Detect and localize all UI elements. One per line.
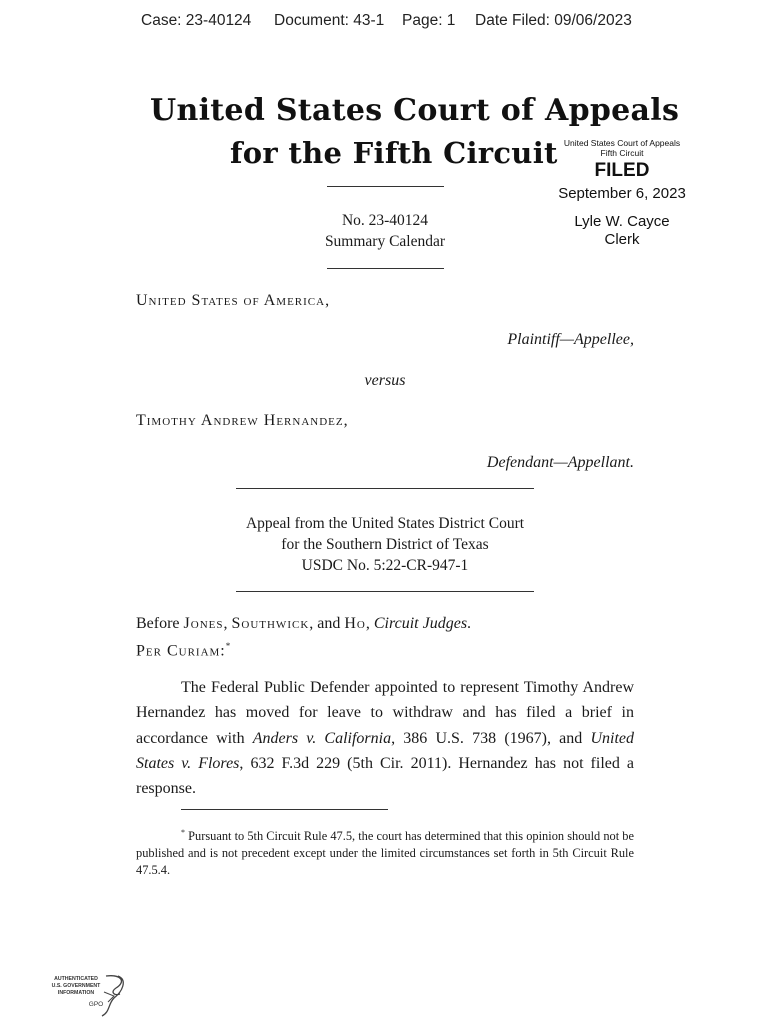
filed-stamp — [548, 138, 696, 249]
logo-gpo-mark: GPO — [88, 1001, 104, 1008]
panel-line — [136, 615, 471, 633]
body-text-2: , 386 U.S. 738 (1967), and — [391, 729, 591, 747]
defendant-name: Timothy Andrew Hernandez, — [136, 412, 349, 429]
opinion-body — [136, 675, 634, 801]
header-document-number: Document: 43-1 — [274, 12, 385, 29]
document-header — [0, 12, 770, 36]
stamp-filed-date: September 6, 2023 — [558, 185, 686, 202]
circuit-judges-label: Circuit Judges — [373, 615, 468, 632]
case-calendar: Summary Calendar — [324, 233, 446, 250]
title-divider — [327, 186, 444, 187]
footnote-reference: * — [225, 641, 232, 651]
versus-label: versus — [364, 372, 406, 389]
plaintiff-name: United States of America, — [136, 292, 331, 309]
logo-line-2: U.S. GOVERNMENT — [51, 983, 101, 989]
footnote-text: Pursuant to 5th Circuit Rule 47.5, the court has determined that this opinion should not be published and is not precedent except under the limited circumstances set forth in 5th Circuit Rule 47.5.4. — [136, 829, 634, 878]
header-date-filed: Date Filed: 09/06/2023 — [475, 12, 632, 29]
judge-jones: Jones — [183, 615, 224, 632]
appeal-line-1: Appeal from the United States District Court — [245, 515, 525, 532]
defendant-role: Defendant—Appellant. — [486, 454, 634, 471]
plaintiff-role: Plaintiff—Appellee, — [507, 331, 634, 348]
court-title-line2: for the Fifth Circuit — [230, 136, 558, 170]
logo-line-1: AUTHENTICATED — [54, 976, 98, 982]
footnote — [136, 824, 634, 879]
appeal-divider — [236, 591, 534, 592]
stamp-clerk-name: Lyle W. Cayce — [574, 213, 670, 230]
panel-end: . — [467, 615, 472, 632]
logo-line-3: INFORMATION — [57, 990, 95, 996]
appeal-line-2: for the Southern District of Texas — [281, 536, 489, 553]
opinion-paragraph — [136, 675, 634, 801]
footnote-divider — [181, 809, 388, 810]
judge-ho: Ho — [344, 615, 366, 632]
panel-sep-1: , — [223, 615, 232, 632]
stamp-filed-label: FILED — [594, 160, 650, 181]
stamp-clerk-title: Clerk — [604, 231, 640, 248]
court-title-line1: United States Court of Appeals — [150, 93, 680, 128]
judge-southwick: Southwick — [231, 615, 310, 632]
panel-before: Before — [136, 615, 184, 632]
header-case-number: Case: 23-40124 — [141, 12, 252, 29]
appeal-block — [185, 513, 585, 576]
panel-sep-2: , and — [309, 615, 345, 632]
case-number-block — [285, 210, 485, 252]
panel-sep-3: , — [365, 615, 374, 632]
stamp-court-name: United States Court of Appeals — [563, 138, 681, 148]
case-divider — [327, 268, 444, 269]
footnote-mark: * — [181, 828, 185, 837]
per-curiam — [136, 641, 231, 660]
case-citation-anders: Anders v. California — [252, 729, 392, 747]
case-citation-flores: United States v. Flores — [136, 729, 635, 772]
body-text-1: The Federal Public Defender appointed to represent Timothy Andrew Hernandez has moved for leave to withdraw and has filed a brief in accordance with — [136, 679, 634, 747]
header-page-number: Page: 1 — [402, 12, 456, 29]
parties-divider — [236, 488, 534, 489]
footnote-text-block — [136, 824, 634, 879]
body-text-3: , 632 F.3d 229 (5th Cir. 2011). Hernandez has not filed a response. — [136, 754, 635, 798]
per-curiam-label: Per Curiam: — [136, 642, 226, 660]
case-number: No. 23-40124 — [341, 212, 429, 229]
appeal-line-3: USDC No. 5:22-CR-947-1 — [301, 557, 469, 574]
stamp-circuit-name: Fifth Circuit — [600, 148, 644, 158]
gpo-authentication-logo — [44, 972, 134, 1020]
